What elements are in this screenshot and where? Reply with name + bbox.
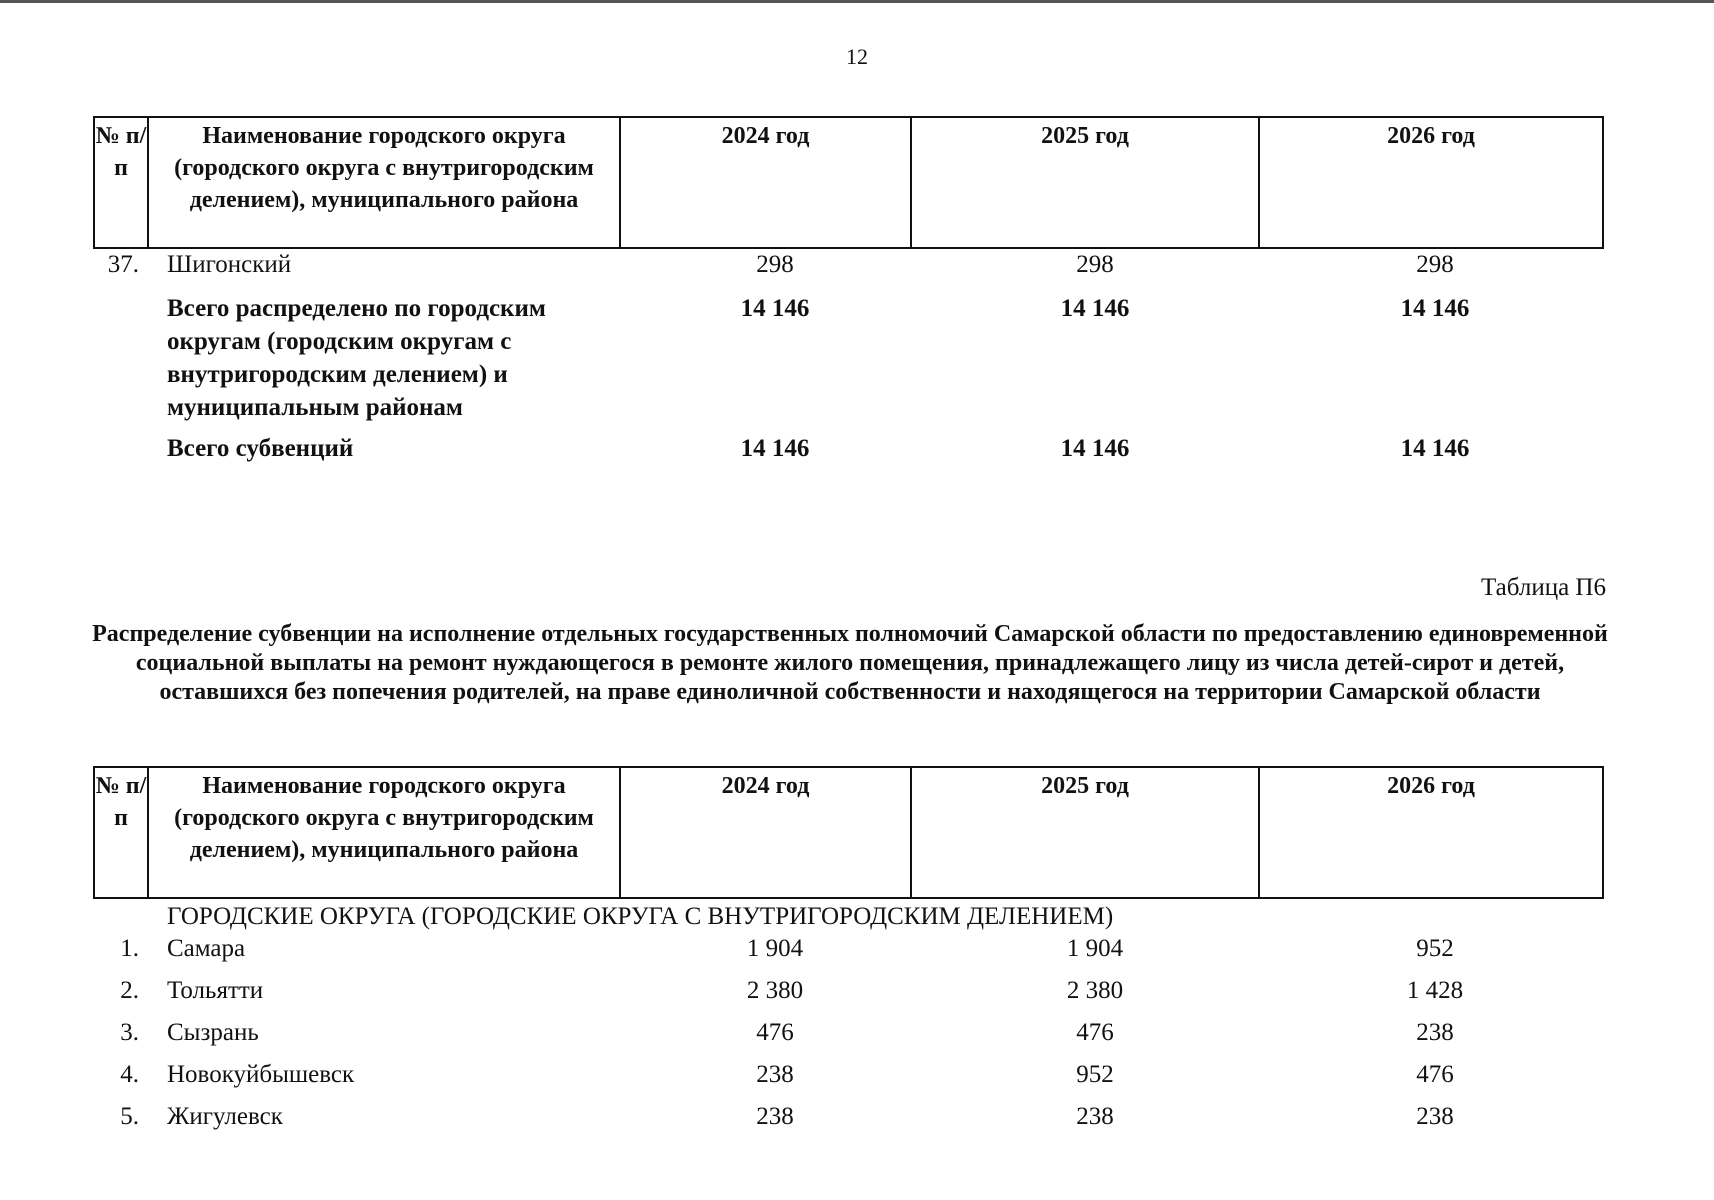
header-2025: 2025 год (911, 767, 1259, 898)
row-value-2026: 952 (1416, 935, 1454, 962)
row-name: Жигулевск (167, 1103, 283, 1130)
row-value-2025: 298 (1076, 251, 1114, 278)
row-value-2025: 2 380 (1066, 977, 1124, 1004)
table-title: Распределение субвенции на исполнение отдельных государственных полномочий Самарской области по предоставлению единовременной социальной выплаты на ремонт нуждающегося в ремонте жилого помещения, принадлежащего лицу из числа детей-сирот и детей, оставшихся без попечения родителей, на праве единоличной собственности и находящегося на территории Самарской области (92, 621, 1608, 705)
header-2024: 2024 год (620, 767, 911, 898)
row-num: 1. (120, 935, 139, 962)
total-distributed-2024: 14 146 (740, 295, 810, 322)
total-distributed-2025: 14 146 (1060, 295, 1130, 322)
header-name: Наименование городского округа (городского округа с внутригородским делением), муниципального района (148, 117, 620, 248)
row-name: Новокуйбышевск (167, 1061, 355, 1088)
header-2025: 2025 год (911, 117, 1259, 248)
row-name: Сызрань (167, 1019, 259, 1046)
page-number: 12 (846, 44, 868, 69)
row-name: Самара (167, 935, 246, 962)
header-num: № п/п (94, 117, 148, 248)
table1-header (93, 116, 1604, 249)
header-name: Наименование городского округа (городского округа с внутригородским делением), муниципального района (148, 767, 620, 898)
row-num: 3. (120, 1019, 139, 1046)
header-2026: 2026 год (1259, 117, 1603, 248)
row-value-2026: 238 (1416, 1103, 1454, 1130)
row-value-2025: 476 (1076, 1019, 1114, 1046)
total-subventions-label: Всего субвенций (167, 435, 354, 462)
total-subventions-2026: 14 146 (1400, 435, 1470, 462)
total-subventions-2024: 14 146 (740, 435, 810, 462)
row-num: 4. (120, 1061, 139, 1088)
row-value-2026: 298 (1416, 251, 1454, 278)
total-distributed-2026: 14 146 (1400, 295, 1470, 322)
row-value-2025: 952 (1076, 1061, 1114, 1088)
section-caption: ГОРОДСКИЕ ОКРУГА (ГОРОДСКИЕ ОКРУГА С ВНУТРИГОРОДСКИМ ДЕЛЕНИЕМ) (167, 903, 1114, 930)
row-name: Тольятти (167, 977, 264, 1004)
row-value-2026: 238 (1416, 1019, 1454, 1046)
row-num: 2. (120, 977, 139, 1004)
row-value-2024: 238 (756, 1103, 794, 1130)
row-value-2026: 476 (1416, 1061, 1454, 1088)
page-top-rule (0, 0, 1714, 3)
row-num: 5. (120, 1103, 139, 1130)
total-distributed-label: Всего распределено по городским округам (городским округам с внутригородским делением) и муниципальным районам (167, 295, 546, 421)
row-value-2024: 476 (756, 1019, 794, 1046)
table-label: Таблица П6 (1481, 574, 1606, 601)
row-value-2026: 1 428 (1406, 977, 1464, 1004)
row-value-2024: 2 380 (746, 977, 804, 1004)
row-num: 37. (107, 251, 139, 278)
row-value-2025: 238 (1076, 1103, 1114, 1130)
row-value-2024: 238 (756, 1061, 794, 1088)
total-subventions-2025: 14 146 (1060, 435, 1130, 462)
table2-header (93, 766, 1604, 899)
header-2024: 2024 год (620, 117, 911, 248)
row-value-2024: 1 904 (746, 935, 804, 962)
row-value-2024: 298 (756, 251, 794, 278)
row-name: Шигонский (167, 251, 292, 278)
header-2026: 2026 год (1259, 767, 1603, 898)
row-value-2025: 1 904 (1066, 935, 1124, 962)
header-num: № п/п (94, 767, 148, 898)
